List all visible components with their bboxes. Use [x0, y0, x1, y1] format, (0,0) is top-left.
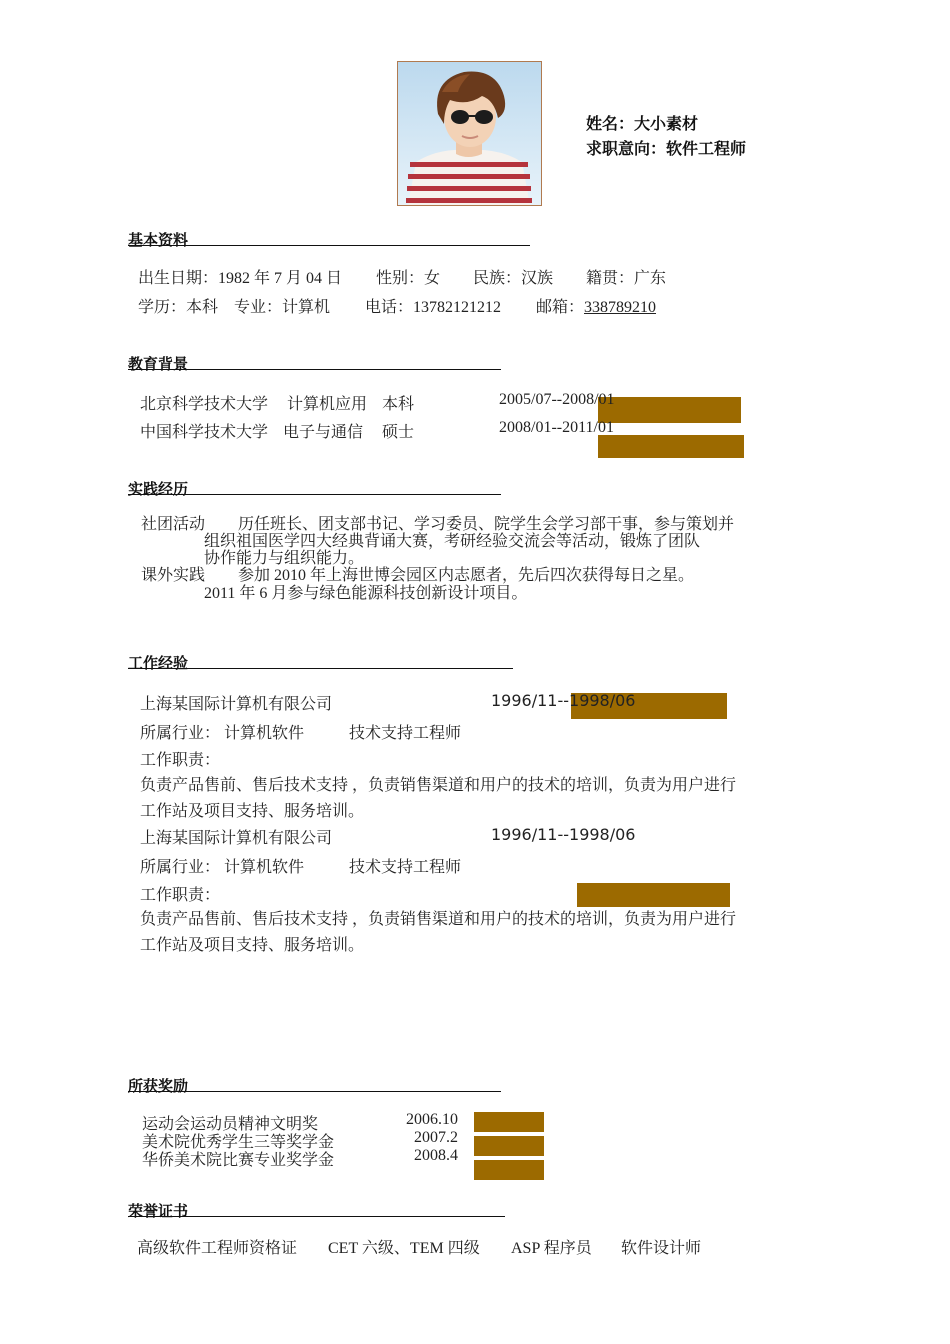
cert-item: ASP 程序员 [511, 1240, 592, 1257]
email-label: 邮箱： [536, 299, 585, 316]
email-link[interactable]: 338789210 [584, 299, 657, 316]
native-place: 籍贯：广东 [586, 270, 667, 287]
section-title-practice: 实践经历 [128, 480, 189, 498]
section-rule-awards [128, 1091, 501, 1092]
profile-photo-image [398, 62, 541, 205]
accent-bar [598, 435, 744, 458]
job-company: 上海某国际计算机有限公司 [140, 696, 333, 713]
edu-school: 中国科学技术大学 [140, 424, 269, 441]
job-industry: 所属行业： 计算机软件 [140, 725, 305, 742]
section-title-basic: 基本资料 [128, 231, 189, 249]
award-date: 2006.10 [406, 1111, 458, 1128]
job-duty-label: 工作职责： [140, 887, 221, 904]
phone: 电话：13782121212 [365, 299, 502, 316]
accent-bar [577, 883, 730, 907]
award-date: 2008.4 [414, 1147, 458, 1164]
cert-item: 软件设计师 [621, 1240, 702, 1257]
email [536, 294, 656, 317]
club-label: 社团活动 [141, 516, 206, 533]
gender: 性别：女 [376, 270, 441, 287]
job-company: 上海某国际计算机有限公司 [140, 830, 333, 847]
profile-photo [397, 61, 542, 206]
accent-bar [598, 397, 741, 423]
award-name: 华侨美术院比赛专业奖学金 [142, 1152, 335, 1169]
degree: 学历：本科 [138, 299, 219, 316]
job-duty-line: 工作站及项目支持、服务培训。 [140, 803, 365, 820]
award-name: 运动会运动员精神文明奖 [142, 1116, 319, 1133]
cert-item: CET 六级、TEM 四级 [328, 1240, 480, 1257]
cert-item: 高级软件工程师资格证 [137, 1240, 298, 1257]
section-rule-education [128, 369, 501, 370]
job-intent: 求职意向：软件工程师 [586, 139, 747, 158]
accent-bar [474, 1160, 544, 1180]
section-title-certs: 荣誉证书 [128, 1202, 189, 1220]
job-role: 技术支持工程师 [349, 859, 462, 876]
section-rule-basic [128, 245, 530, 246]
section-rule-practice [128, 494, 501, 495]
edu-school: 北京科学技术大学 [140, 396, 269, 413]
edu-major: 计算机应用 [287, 396, 368, 413]
accent-bar [474, 1136, 544, 1156]
candidate-name: 姓名：大小素材 [586, 114, 699, 133]
birth-date: 出生日期：1982 年 7 月 04 日 [138, 270, 343, 287]
ethnicity: 民族：汉族 [473, 270, 554, 287]
edu-degree: 本科 [382, 396, 415, 413]
section-title-education: 教育背景 [128, 355, 189, 373]
job-role: 技术支持工程师 [349, 725, 462, 742]
edu-period: 2005/07--2008/01 [499, 391, 615, 408]
job-period: 1996/11--1998/06 [491, 825, 636, 844]
job-duty-line: 负责产品售前、售后技术支持 ，负责销售渠道和用户的技术的培训，负责为用户进行 [140, 777, 737, 794]
section-rule-certs [128, 1216, 505, 1217]
job-duty-label: 工作职责： [140, 752, 221, 769]
award-name: 美术院优秀学生三等奖学金 [142, 1134, 335, 1151]
extra-text-line: 参加 2010 年上海世博会园区内志愿者，先后四次获得每日之星。 [238, 567, 695, 584]
edu-period: 2008/01--2011/01 [499, 419, 614, 436]
section-title-work: 工作经验 [128, 654, 189, 672]
accent-bar [474, 1112, 544, 1132]
major: 专业：计算机 [234, 299, 331, 316]
club-text-line: 协作能力与组织能力。 [204, 550, 365, 567]
job-industry: 所属行业： 计算机软件 [140, 859, 305, 876]
extra-label: 课外实践 [141, 567, 206, 584]
club-text-line: 历任班长、团支部书记、学习委员、院学生会学习部干事，参与策划并 [238, 516, 735, 533]
extra-text-line: 2011 年 6 月参与绿色能源科技创新设计项目。 [204, 585, 528, 602]
job-period: 1996/11--1998/06 [491, 691, 636, 710]
edu-degree: 硕士 [382, 424, 415, 441]
job-duty-line: 负责产品售前、售后技术支持 ，负责销售渠道和用户的技术的培训，负责为用户进行 [140, 911, 737, 928]
section-rule-work [128, 668, 513, 669]
award-date: 2007.2 [414, 1129, 458, 1146]
club-text-line: 组织祖国医学四大经典背诵大赛，考研经验交流会等活动，锻炼了团队 [204, 533, 701, 550]
job-duty-line: 工作站及项目支持、服务培训。 [140, 937, 365, 954]
edu-major: 电子与通信 [283, 424, 364, 441]
section-title-awards: 所获奖励 [128, 1077, 189, 1095]
